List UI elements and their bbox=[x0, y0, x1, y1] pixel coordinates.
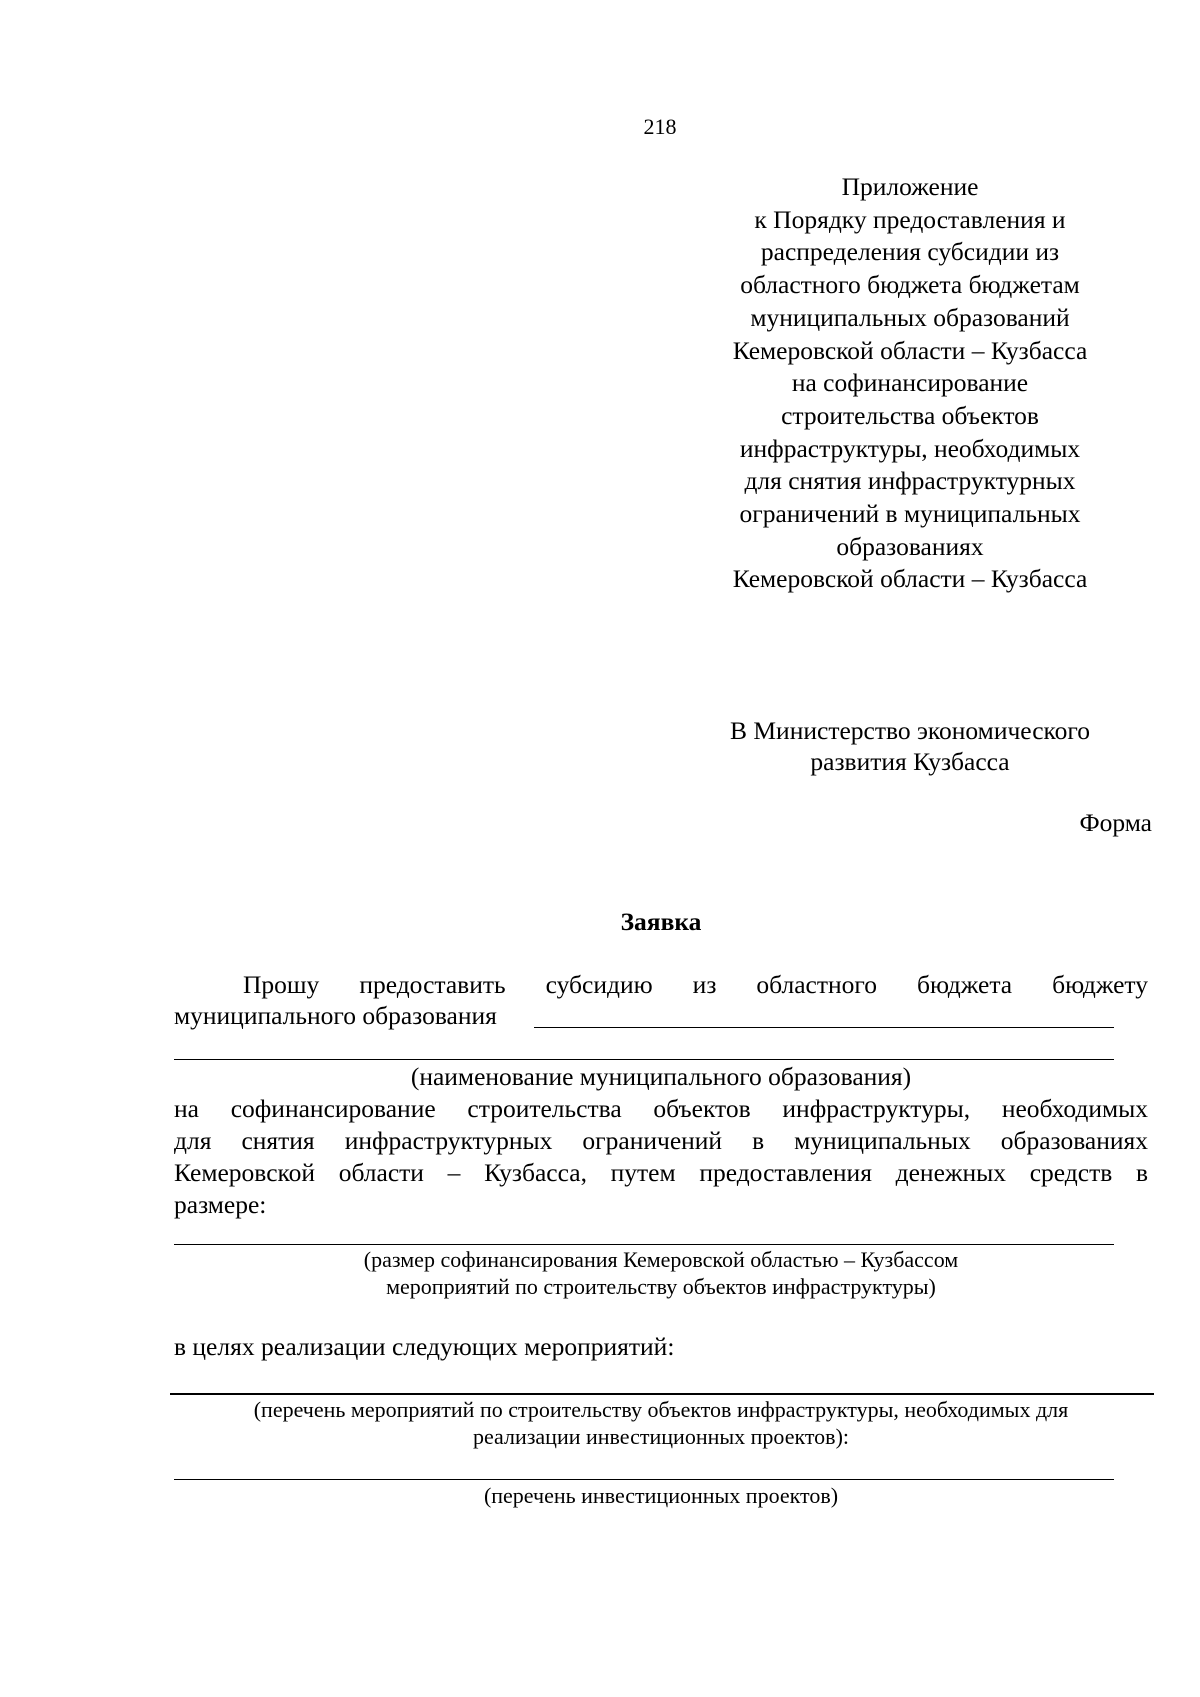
addressee-line: В Министерство экономического bbox=[730, 716, 1090, 745]
goals-line: в целях реализации следующих мероприятий: bbox=[174, 1332, 675, 1361]
projects-caption: (перечень инвестиционных проектов) bbox=[483, 1483, 839, 1508]
appendix-line: к Порядку предоставления и bbox=[754, 204, 1066, 234]
form-label: Форма bbox=[1079, 808, 1152, 837]
cofinancing-amount-blank[interactable] bbox=[174, 1244, 1114, 1245]
paragraph-line: Кемеровской области – Кузбасса, путем предоставления денежных средств в bbox=[174, 1158, 1148, 1187]
caption-line: реализации инвестиционных проектов): bbox=[472, 1424, 850, 1449]
municipality-name-blank-continued[interactable] bbox=[174, 1059, 1114, 1060]
appendix-line: образованиях bbox=[836, 531, 984, 561]
appendix-line: Приложение bbox=[841, 172, 979, 201]
appendix-line: распределения субсидии из bbox=[760, 237, 1060, 267]
measures-list-blank[interactable] bbox=[170, 1393, 1154, 1395]
appendix-line: для снятия инфраструктурных bbox=[744, 466, 1076, 496]
addressee-line: развития Кузбасса bbox=[810, 747, 1010, 776]
measures-caption bbox=[174, 1396, 1148, 1450]
appendix-line: строительства объектов bbox=[781, 400, 1039, 430]
paragraph-line: для снятия инфраструктурных ограничений в муниципальных образованиях bbox=[174, 1126, 1148, 1155]
appendix-line: ограничений в муниципальных bbox=[739, 499, 1081, 529]
projects-list-blank[interactable] bbox=[174, 1479, 1114, 1480]
appendix-line: Кемеровской области – Кузбасса bbox=[732, 564, 1088, 594]
appendix-line: инфраструктуры, необходимых bbox=[739, 433, 1081, 463]
appendix-line: областного бюджета бюджетам bbox=[740, 270, 1080, 300]
appendix-line: муниципальных образований bbox=[750, 302, 1070, 332]
addressee-block bbox=[700, 715, 1120, 777]
paragraph-line: на софинансирование строительства объектов инфраструктуры, необходимых bbox=[174, 1094, 1148, 1123]
appendix-block bbox=[700, 171, 1120, 596]
paragraph-line: размере: bbox=[174, 1190, 267, 1219]
request-line: муниципального образования bbox=[174, 1001, 497, 1030]
appendix-line: Кемеровской области – Кузбасса bbox=[732, 335, 1088, 365]
page-number: 218 bbox=[643, 114, 677, 139]
request-line: Прошу предоставить субсидию из областного бюджета бюджету bbox=[243, 970, 1148, 999]
document-title: Заявка bbox=[620, 907, 702, 936]
caption-line: мероприятий по строительству объектов инфраструктуры) bbox=[386, 1274, 936, 1299]
caption-line: (размер софинансирования Кемеровской областью – Кузбассом bbox=[363, 1247, 959, 1272]
caption-line: (перечень мероприятий по строительству объектов инфраструктуры, необходимых для bbox=[253, 1397, 1069, 1422]
municipality-name-blank[interactable] bbox=[534, 1027, 1114, 1028]
appendix-line: на софинансирование bbox=[791, 368, 1029, 398]
cofinancing-caption bbox=[174, 1246, 1148, 1300]
municipality-caption: (наименование муниципального образования) bbox=[410, 1062, 912, 1091]
